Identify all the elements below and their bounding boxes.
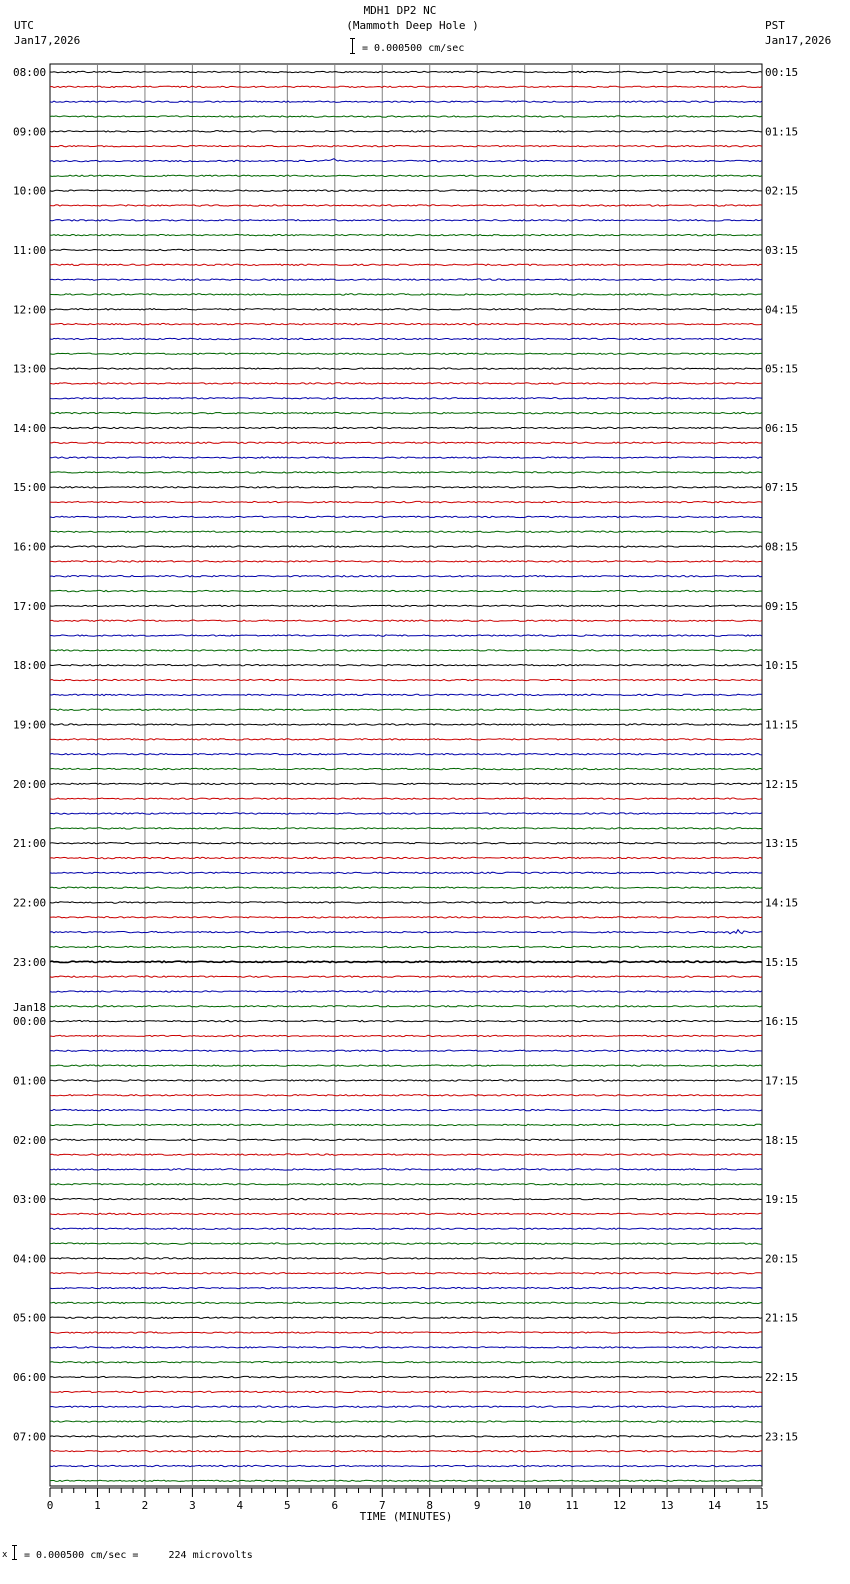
- seismic-trace: [50, 234, 762, 235]
- seismic-trace: [50, 457, 762, 458]
- utc-hour-label: 02:00: [13, 1133, 47, 1147]
- pst-hour-label: 09:15: [765, 599, 799, 613]
- pst-hour-label: 01:15: [765, 125, 799, 139]
- seismic-trace: [50, 86, 762, 87]
- seismic-trace: [50, 1213, 762, 1214]
- pst-hour-label: 20:15: [765, 1252, 799, 1266]
- footer-scale-bar: [14, 1545, 15, 1559]
- seismic-trace: [50, 1184, 762, 1185]
- seismic-trace: [50, 930, 762, 934]
- seismic-trace: [50, 902, 762, 903]
- seismic-trace: [50, 472, 762, 473]
- scale-label: = 0.000500 cm/sec: [362, 43, 465, 54]
- left-date: Jan17,2026: [14, 34, 81, 47]
- footer-scale-text: = 0.000500 cm/sec = 224 microvolts: [24, 1550, 253, 1561]
- seismic-trace: [50, 1006, 762, 1007]
- seismic-trace: [50, 131, 762, 132]
- seismic-trace: [50, 620, 762, 621]
- x-tick-label: 14: [707, 1499, 722, 1512]
- pst-hour-label: 07:15: [765, 481, 799, 495]
- x-tick-label: 2: [141, 1499, 149, 1512]
- pst-hour-label: 06:15: [765, 421, 799, 435]
- seismic-trace: [50, 1376, 762, 1377]
- seismic-trace: [50, 309, 762, 310]
- utc-hour-label: 22:00: [13, 896, 47, 910]
- utc-hour-label: 10:00: [13, 184, 47, 198]
- seismic-trace: [50, 338, 762, 339]
- pst-hour-label: 00:15: [765, 66, 799, 79]
- seismic-trace: [50, 576, 762, 577]
- x-tick-label: 9: [473, 1499, 481, 1512]
- seismic-trace: [50, 1391, 762, 1392]
- utc-hour-label: 16:00: [13, 540, 47, 554]
- utc-hour-label: 18:00: [13, 659, 47, 673]
- x-tick-label: 6: [331, 1499, 339, 1512]
- seismic-trace: [50, 1287, 762, 1288]
- seismic-trace: [50, 887, 762, 888]
- seismic-trace: [50, 798, 762, 799]
- utc-hour-label: 15:00: [13, 481, 47, 495]
- seismic-trace: [50, 1139, 762, 1140]
- utc-hour-label: 04:00: [13, 1252, 47, 1266]
- utc-hour-label: 11:00: [13, 243, 47, 257]
- pst-hour-label: 12:15: [765, 777, 799, 791]
- seismic-trace: [50, 605, 762, 606]
- pst-hour-label: 02:15: [765, 184, 799, 198]
- utc-hour-label: 07:00: [13, 1430, 47, 1444]
- seismic-trace: [50, 205, 762, 206]
- utc-hour-label: 21:00: [13, 837, 47, 851]
- seismic-trace: [50, 1273, 762, 1274]
- x-tick-label: 7: [378, 1499, 386, 1512]
- x-axis-title: TIME (MINUTES): [359, 1510, 453, 1523]
- pst-hour-label: 08:15: [765, 540, 799, 554]
- seismic-trace: [50, 116, 762, 117]
- footer-scale-prefix: x: [2, 1550, 8, 1560]
- seismic-trace: [50, 1480, 762, 1481]
- seismic-trace: [50, 1421, 762, 1422]
- pst-hour-label: 17:15: [765, 1074, 799, 1088]
- seismic-trace: [50, 1050, 762, 1051]
- seismic-trace: [50, 783, 762, 784]
- x-tick-label: 11: [565, 1499, 579, 1512]
- left-timezone: UTC: [14, 19, 34, 32]
- seismic-trace: [50, 813, 762, 814]
- utc-hour-label: 01:00: [13, 1074, 47, 1088]
- seismic-trace: [50, 294, 762, 295]
- seismic-trace: [50, 1317, 762, 1318]
- pst-hour-label: 21:15: [765, 1311, 799, 1325]
- seismic-trace: [50, 412, 762, 413]
- seismic-trace: [50, 1436, 762, 1437]
- seismic-trace: [50, 1243, 762, 1244]
- seismic-trace: [50, 590, 762, 591]
- seismic-trace: [50, 323, 762, 324]
- pst-hour-label: 03:15: [765, 243, 799, 257]
- seismic-trace: [50, 828, 762, 829]
- seismic-trace: [50, 1169, 762, 1170]
- seismic-trace: [50, 754, 762, 755]
- utc-hour-label: 08:00: [13, 66, 47, 79]
- seismic-trace: [50, 724, 762, 725]
- seismic-trace: [50, 679, 762, 680]
- seismic-trace: [50, 220, 762, 221]
- utc-hour-label: 20:00: [13, 777, 47, 791]
- seismic-trace: [50, 976, 762, 977]
- seismic-trace: [50, 635, 762, 636]
- x-tick-label: 5: [284, 1499, 291, 1512]
- seismic-trace: [50, 709, 762, 710]
- seismic-trace: [50, 872, 762, 873]
- utc-hour-label: 19:00: [13, 718, 47, 732]
- utc-hour-label: 17:00: [13, 599, 47, 613]
- x-tick-label: 3: [189, 1499, 196, 1512]
- seismic-trace: [50, 442, 762, 443]
- x-tick-label: 1: [94, 1499, 101, 1512]
- x-tick-label: 13: [660, 1499, 674, 1512]
- right-date: Jan17,2026: [765, 34, 832, 47]
- seismic-trace: [50, 961, 762, 962]
- footer-scale-cap-bottom: [12, 1559, 17, 1560]
- pst-hour-label: 05:15: [765, 362, 799, 376]
- seismic-trace: [50, 857, 762, 858]
- seismic-trace: [50, 531, 762, 532]
- x-tick-label: 10: [518, 1499, 532, 1512]
- seismic-trace: [50, 1302, 762, 1303]
- utc-hour-label: 06:00: [13, 1371, 47, 1385]
- pst-hour-label: 11:15: [765, 718, 799, 732]
- seismic-trace: [50, 501, 762, 502]
- seismic-trace: [50, 1332, 762, 1333]
- x-tick-label: 8: [426, 1499, 434, 1512]
- seismic-trace: [50, 1362, 762, 1363]
- right-timezone: PST: [765, 19, 785, 32]
- seismic-trace: [50, 1095, 762, 1096]
- utc-hour-label: 03:00: [13, 1193, 47, 1207]
- seismic-trace: [50, 1451, 762, 1452]
- seismic-trace: [50, 739, 762, 740]
- utc-hour-label: 05:00: [13, 1311, 47, 1325]
- pst-hour-label: 22:15: [765, 1371, 799, 1385]
- station-title: MDH1 DP2 NC: [363, 4, 437, 17]
- seismic-trace: [50, 694, 762, 695]
- seismic-trace: [50, 946, 762, 947]
- seismic-trace: [50, 1228, 762, 1229]
- seismic-trace: [50, 1406, 762, 1407]
- seismic-trace: [50, 1065, 762, 1066]
- seismic-trace: [50, 1465, 762, 1466]
- x-tick-label: 15: [755, 1499, 769, 1512]
- utc-hour-label: 13:00: [13, 362, 47, 376]
- pst-hour-label: 23:15: [765, 1430, 799, 1444]
- seismic-trace: [50, 1347, 762, 1348]
- pst-hour-label: 18:15: [765, 1133, 799, 1147]
- seismic-trace: [50, 398, 762, 399]
- pst-hour-label: 14:15: [765, 896, 799, 910]
- seismic-trace: [50, 665, 762, 666]
- seismic-trace: [50, 1154, 762, 1155]
- seismic-trace: [50, 516, 762, 517]
- seismic-trace: [50, 1035, 762, 1036]
- x-tick-label: 4: [236, 1499, 244, 1512]
- seismic-trace: [50, 190, 762, 191]
- seismic-trace: [50, 1109, 762, 1110]
- utc-hour-label: 00:00: [13, 1015, 47, 1029]
- seismic-trace: [50, 427, 762, 428]
- seismic-trace: [50, 1198, 762, 1199]
- seismic-trace: [50, 1258, 762, 1259]
- pst-hour-label: 19:15: [765, 1193, 799, 1207]
- seismic-trace: [50, 101, 762, 102]
- seismic-trace: [50, 561, 762, 562]
- seismic-trace: [50, 650, 762, 651]
- utc-hour-label: 14:00: [13, 421, 47, 435]
- utc-hour-label: 12:00: [13, 303, 47, 317]
- seismic-trace: [50, 843, 762, 844]
- pst-hour-label: 04:15: [765, 303, 799, 317]
- site-subtitle: (Mammoth Deep Hole ): [346, 19, 479, 32]
- seismic-trace: [50, 1020, 762, 1021]
- seismic-trace: [50, 279, 762, 280]
- seismic-trace: [50, 546, 762, 547]
- seismic-trace: [50, 991, 762, 992]
- x-tick-label: 12: [612, 1499, 627, 1512]
- pst-hour-label: 10:15: [765, 659, 799, 673]
- utc-hour-label: 23:00: [13, 955, 47, 969]
- seismic-trace: [50, 264, 762, 265]
- seismic-trace: [50, 487, 762, 488]
- seismic-trace: [50, 159, 762, 162]
- seismic-trace: [50, 353, 762, 354]
- pst-hour-label: 16:15: [765, 1015, 799, 1029]
- seismic-trace: [50, 175, 762, 176]
- seismic-trace: [50, 768, 762, 769]
- seismic-trace: [50, 383, 762, 384]
- pst-hour-label: 13:15: [765, 837, 799, 851]
- seismic-trace: [50, 71, 762, 72]
- utc-hour-label: 09:00: [13, 125, 47, 139]
- seismic-trace: [50, 917, 762, 918]
- date-change-label: Jan18: [13, 1001, 47, 1015]
- pst-hour-label: 15:15: [765, 955, 799, 969]
- x-tick-label: 0: [46, 1499, 54, 1512]
- seismic-trace: [50, 1124, 762, 1125]
- seismic-trace: [50, 1080, 762, 1081]
- seismic-trace: [50, 249, 762, 250]
- seismic-trace: [50, 368, 762, 369]
- seismic-trace: [50, 146, 762, 147]
